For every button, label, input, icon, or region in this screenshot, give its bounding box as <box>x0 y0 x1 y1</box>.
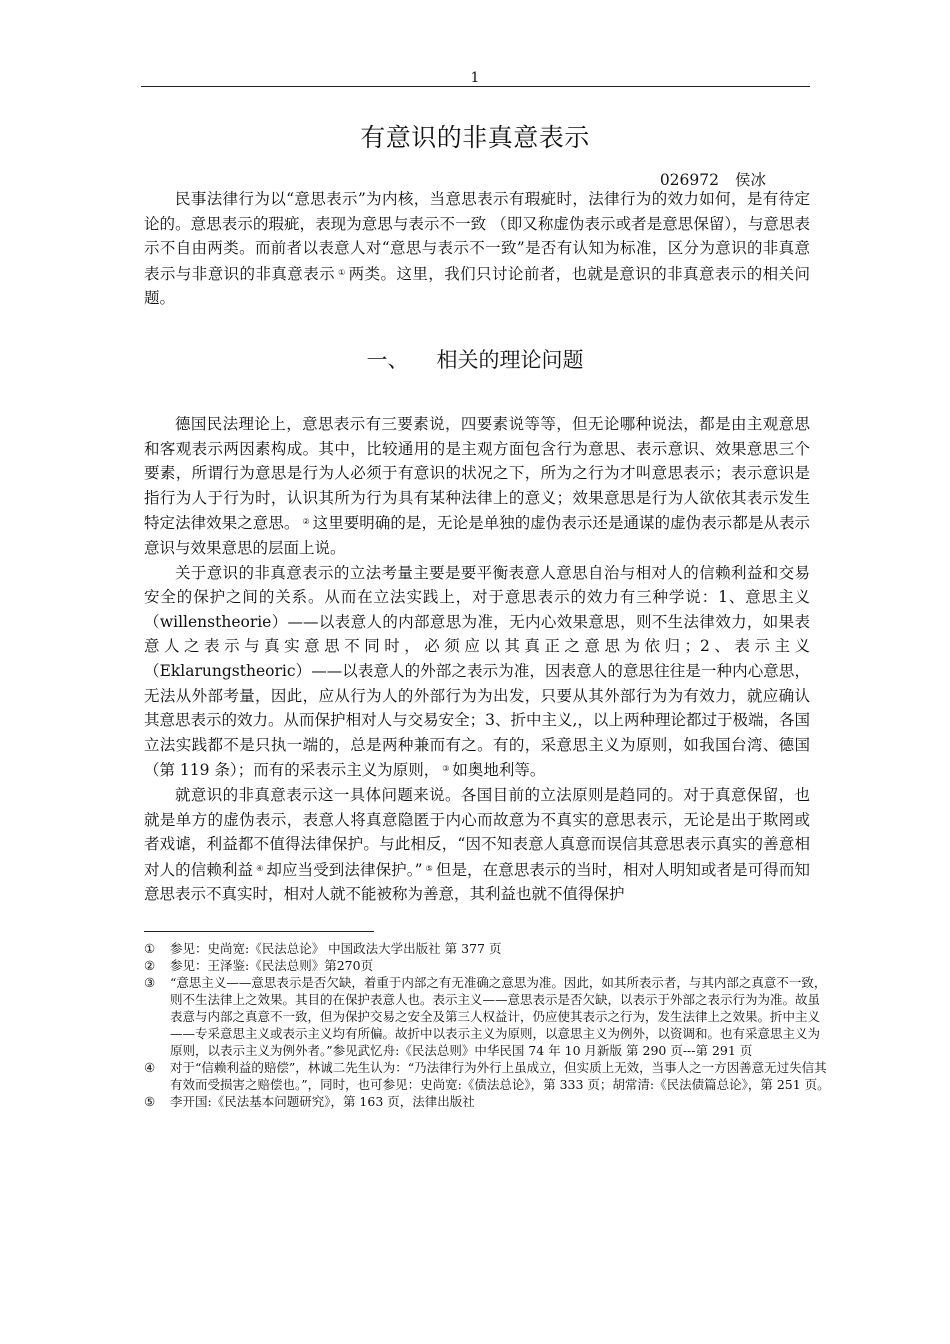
footnote-ref-3[interactable]: ③ <box>442 764 450 774</box>
author-id: 026972 <box>659 171 719 189</box>
footnote-ref-2[interactable]: ② <box>302 517 310 527</box>
footnote-2: ② 参见：王泽鉴:《民法总则》第270页 <box>144 958 374 973</box>
footnote-1: ① 参见：史尚宽:《民法总论》 中国政法大学出版社 第 377 页 <box>144 941 502 956</box>
body-text <box>144 412 810 907</box>
footnote-ref-5[interactable]: ⑤ <box>425 863 433 873</box>
footnote-5: ⑤ 李开国:《民法基本问题研究》，第 163 页，法律出版社 <box>144 1094 475 1109</box>
footnote-ref-1[interactable]: ① <box>338 267 346 277</box>
intro-text-cont: 两类。这里，我们只讨论前者，也就是意识的非真意表示的相关问题。 <box>144 264 810 308</box>
section-number: 一、 <box>366 348 409 372</box>
body-paragraph-3: 就意识的非真意表示这一具体问题来说。各国目前的立法原则是趋同的。对于真意保留，也就是单方的虚伪表示，表意人将真意隐匿于内心而故意为不真实的意思表示，无论是出于欺罔或者戏谑，利益都不值得法律保护。与此相反，“因不知表意人真意而误信其意思表示真实的善意相对人的信赖利益 ④ 却应当受到法律保护。” ⑤ 但是，在意思表示的当时，相对人明知或者是可得而知意思表示不真实时，相对人就不能被称为善意，其利益也就不值得保护 <box>144 785 810 904</box>
section-title: 相关的理论问题 <box>436 348 584 372</box>
section-heading <box>0 344 950 374</box>
footnote-4: ④ 对于“信赖利益的赔偿”，林诚二先生认为：“乃法律行为外行上虽成立，但实质上无效，当事人之一方因善意无过失信其有效而受损害之赔偿也。”，同时，也可参见：史尚宽:《债法总论》，第 333 页；胡常清:《民法债篇总论》，第 251 页。 <box>144 1060 830 1092</box>
body-paragraph-1: 德国民法理论上，意思表示有三要素说，四要素说等等，但无论哪种说法，都是由主观意思和客观表示两因素构成。其中，比较通用的是主观方面包含行为意思、表示意识、效果意思三个要素，所谓行为意思是行为人必须于有意识的状况之下，所为之行为才叫意思表示；表示意识是指行为人于行为时，认识其所为行为具有某种法律上的意义；效果意思是行为人欲依其表示发生特定法律效果之意思。 ② 这里要明确的是，无论是单独的虚伪表示还是通谋的虚伪表示都是从表示意识与效果意思的层面上说。 <box>144 415 810 557</box>
page-number: 1 <box>470 70 480 86</box>
intro-paragraph <box>144 187 810 311</box>
footnote-3: ③ “意思主义——意思表示是否欠缺，着重于内部之有无准确之意思为准。因此，如其所表示者，与其内部之真意不一致，则不生法律上之效果。其目的在保护表意人也。表示主义——意思表示是否欠缺，以表示于外部之表示行为为准。故虽表意与内部之真意不一致，但为保护交易之安全及第三人权益计，仍应使其表示之行为，发生法律上之效果。折中主义——专采意思主义或表示主义均有所偏。故折中以表示主义为原则，以意思主义为例外，以资调和。也有采意思主义为原则，以表示主义为例外者。”参见武忆舟:《民法总则》中华民国 74 年 10 月新版 第 290 页---第 291 页 <box>144 975 827 1058</box>
document-title: 有意识的非真意表示 <box>360 123 590 152</box>
footnote-ref-4[interactable]: ④ <box>256 863 264 873</box>
body-paragraph-2: 关于意识的非真意表示的立法考量主要是要平衡表意人意思自治与相对人的信赖利益和交易安全的保护之间的关系。从而在立法实践上，对于意思表示的效力有三种学说：1、意思主义（willenstheorie）——以表意人的内部意思为准，无内心效果意思，则不生法律效力，如果表意人之表示与真实意思不同时，必须应以其真正之意思为依归；2、表示主义（Eklarungstheoric）——以表意人的外部之表示为准，因表意人的意思往往是一种内心意思，无法从外部考量，因此，应从行为人的外部行为为出发，只要从其外部行为为有效力，就应确认其意思表示的效力。从而保护相对人与交易安全；3、折中主义,，以上两种理论都过于极端，各国立法实践都不是只执一端的，总是两种兼而有之。有的，采意思主义为原则，如我国台湾、德国（第 119 条）；而有的采表示主义为原则， ③ 如奥地利等。 <box>144 563 810 780</box>
footnote-rule <box>144 931 374 932</box>
author-name: 侯冰 <box>734 171 766 189</box>
header-rule <box>141 86 810 87</box>
intro-text: 民事法律行为以“意思表示”为内核，当意思表示有瑕疵时，法律行为的效力如何，是有待定论的。意思表示的瑕疵，表现为意思与表示不一致 （即又称虚伪表示或者是意思保留），与意思表示不自由两类。而前者以表意人对“意思与表示不一致”是否有认知为标准，区分为意识的非真意表示与非意识的非真意表示 <box>144 190 810 283</box>
footnotes <box>144 940 832 1110</box>
